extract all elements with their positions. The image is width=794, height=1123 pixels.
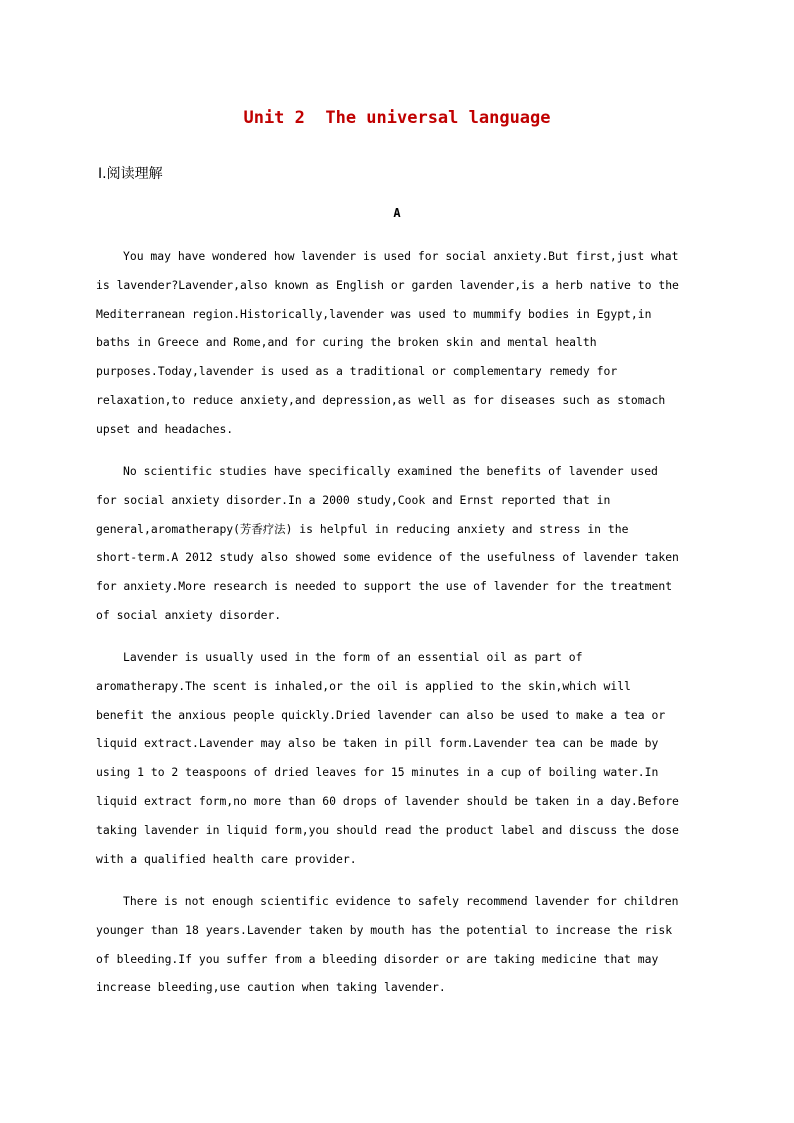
paragraph-line: using 1 to 2 teaspoons of dried leaves for 15 minutes in a cup of boiling water.In (96, 765, 659, 780)
paragraph-line: There is not enough scientific evidence to safely recommend lavender for children (123, 894, 679, 908)
paragraph-line: aromatherapy.The scent is inhaled,or the oil is applied to the skin,which will (96, 678, 631, 693)
paragraph-line: general,aromatherapy(芳香疗法) is helpful in reducing anxiety and stress in the (96, 521, 629, 536)
paragraph-3 (96, 643, 696, 873)
paragraph-line: upset and headaches. (96, 421, 234, 436)
passage-label: A (393, 206, 401, 220)
paragraph-line: increase bleeding,use caution when taking lavender. (96, 980, 446, 995)
paragraph-line: No scientific studies have specifically examined the benefits of lavender used (123, 464, 658, 478)
paragraph-line: short-term.A 2012 study also showed some evidence of the usefulness of lavender taken (96, 550, 679, 565)
paragraph-line: Lavender is usually used in the form of an essential oil as part of (123, 650, 583, 664)
paragraph-line: of bleeding.If you suffer from a bleeding disorder or are taking medicine that may (96, 951, 659, 966)
paragraph-line: baths in Greece and Rome,and for curing the broken skin and mental health (96, 335, 597, 350)
paragraph-line: for anxiety.More research is needed to support the use of lavender for the treatment (96, 579, 673, 594)
paragraph-4 (96, 887, 696, 1002)
paragraph-2 (96, 457, 696, 630)
paragraph-line: younger than 18 years.Lavender taken by mouth has the potential to increase the risk (96, 922, 673, 937)
paragraph-line: liquid extract.Lavender may also be taken in pill form.Lavender tea can be made by (96, 736, 659, 751)
paragraph-line: of social anxiety disorder. (96, 607, 282, 622)
paragraph-line: Mediterranean region.Historically,lavender was used to mummify bodies in Egypt,in (96, 306, 652, 321)
paragraph-line: benefit the anxious people quickly.Dried lavender can also be used to make a tea or (96, 707, 666, 722)
paragraph-line: with a qualified health care provider. (96, 851, 357, 866)
unit-title: Unit 2 The universal language (243, 108, 551, 128)
paragraph-line: relaxation,to reduce anxiety,and depression,as well as for diseases such as stomach (96, 392, 666, 407)
paragraph-line: is lavender?Lavender,also known as English or garden lavender,is a herb native to the (96, 277, 679, 292)
paragraph-line: liquid extract form,no more than 60 drops of lavender should be taken in a day.Before (96, 793, 679, 808)
paragraph-line: You may have wondered how lavender is used for social anxiety.But first,just what (123, 249, 679, 263)
section-label: Ⅰ.阅读理解 (98, 166, 163, 182)
paragraph-line: taking lavender in liquid form,you should read the product label and discuss the dose (96, 822, 679, 837)
paragraph-line: purposes.Today,lavender is used as a traditional or complementary remedy for (96, 364, 618, 379)
paragraph-1 (96, 242, 696, 444)
paragraph-line: for social anxiety disorder.In a 2000 study,Cook and Ernst reported that in (96, 492, 611, 507)
